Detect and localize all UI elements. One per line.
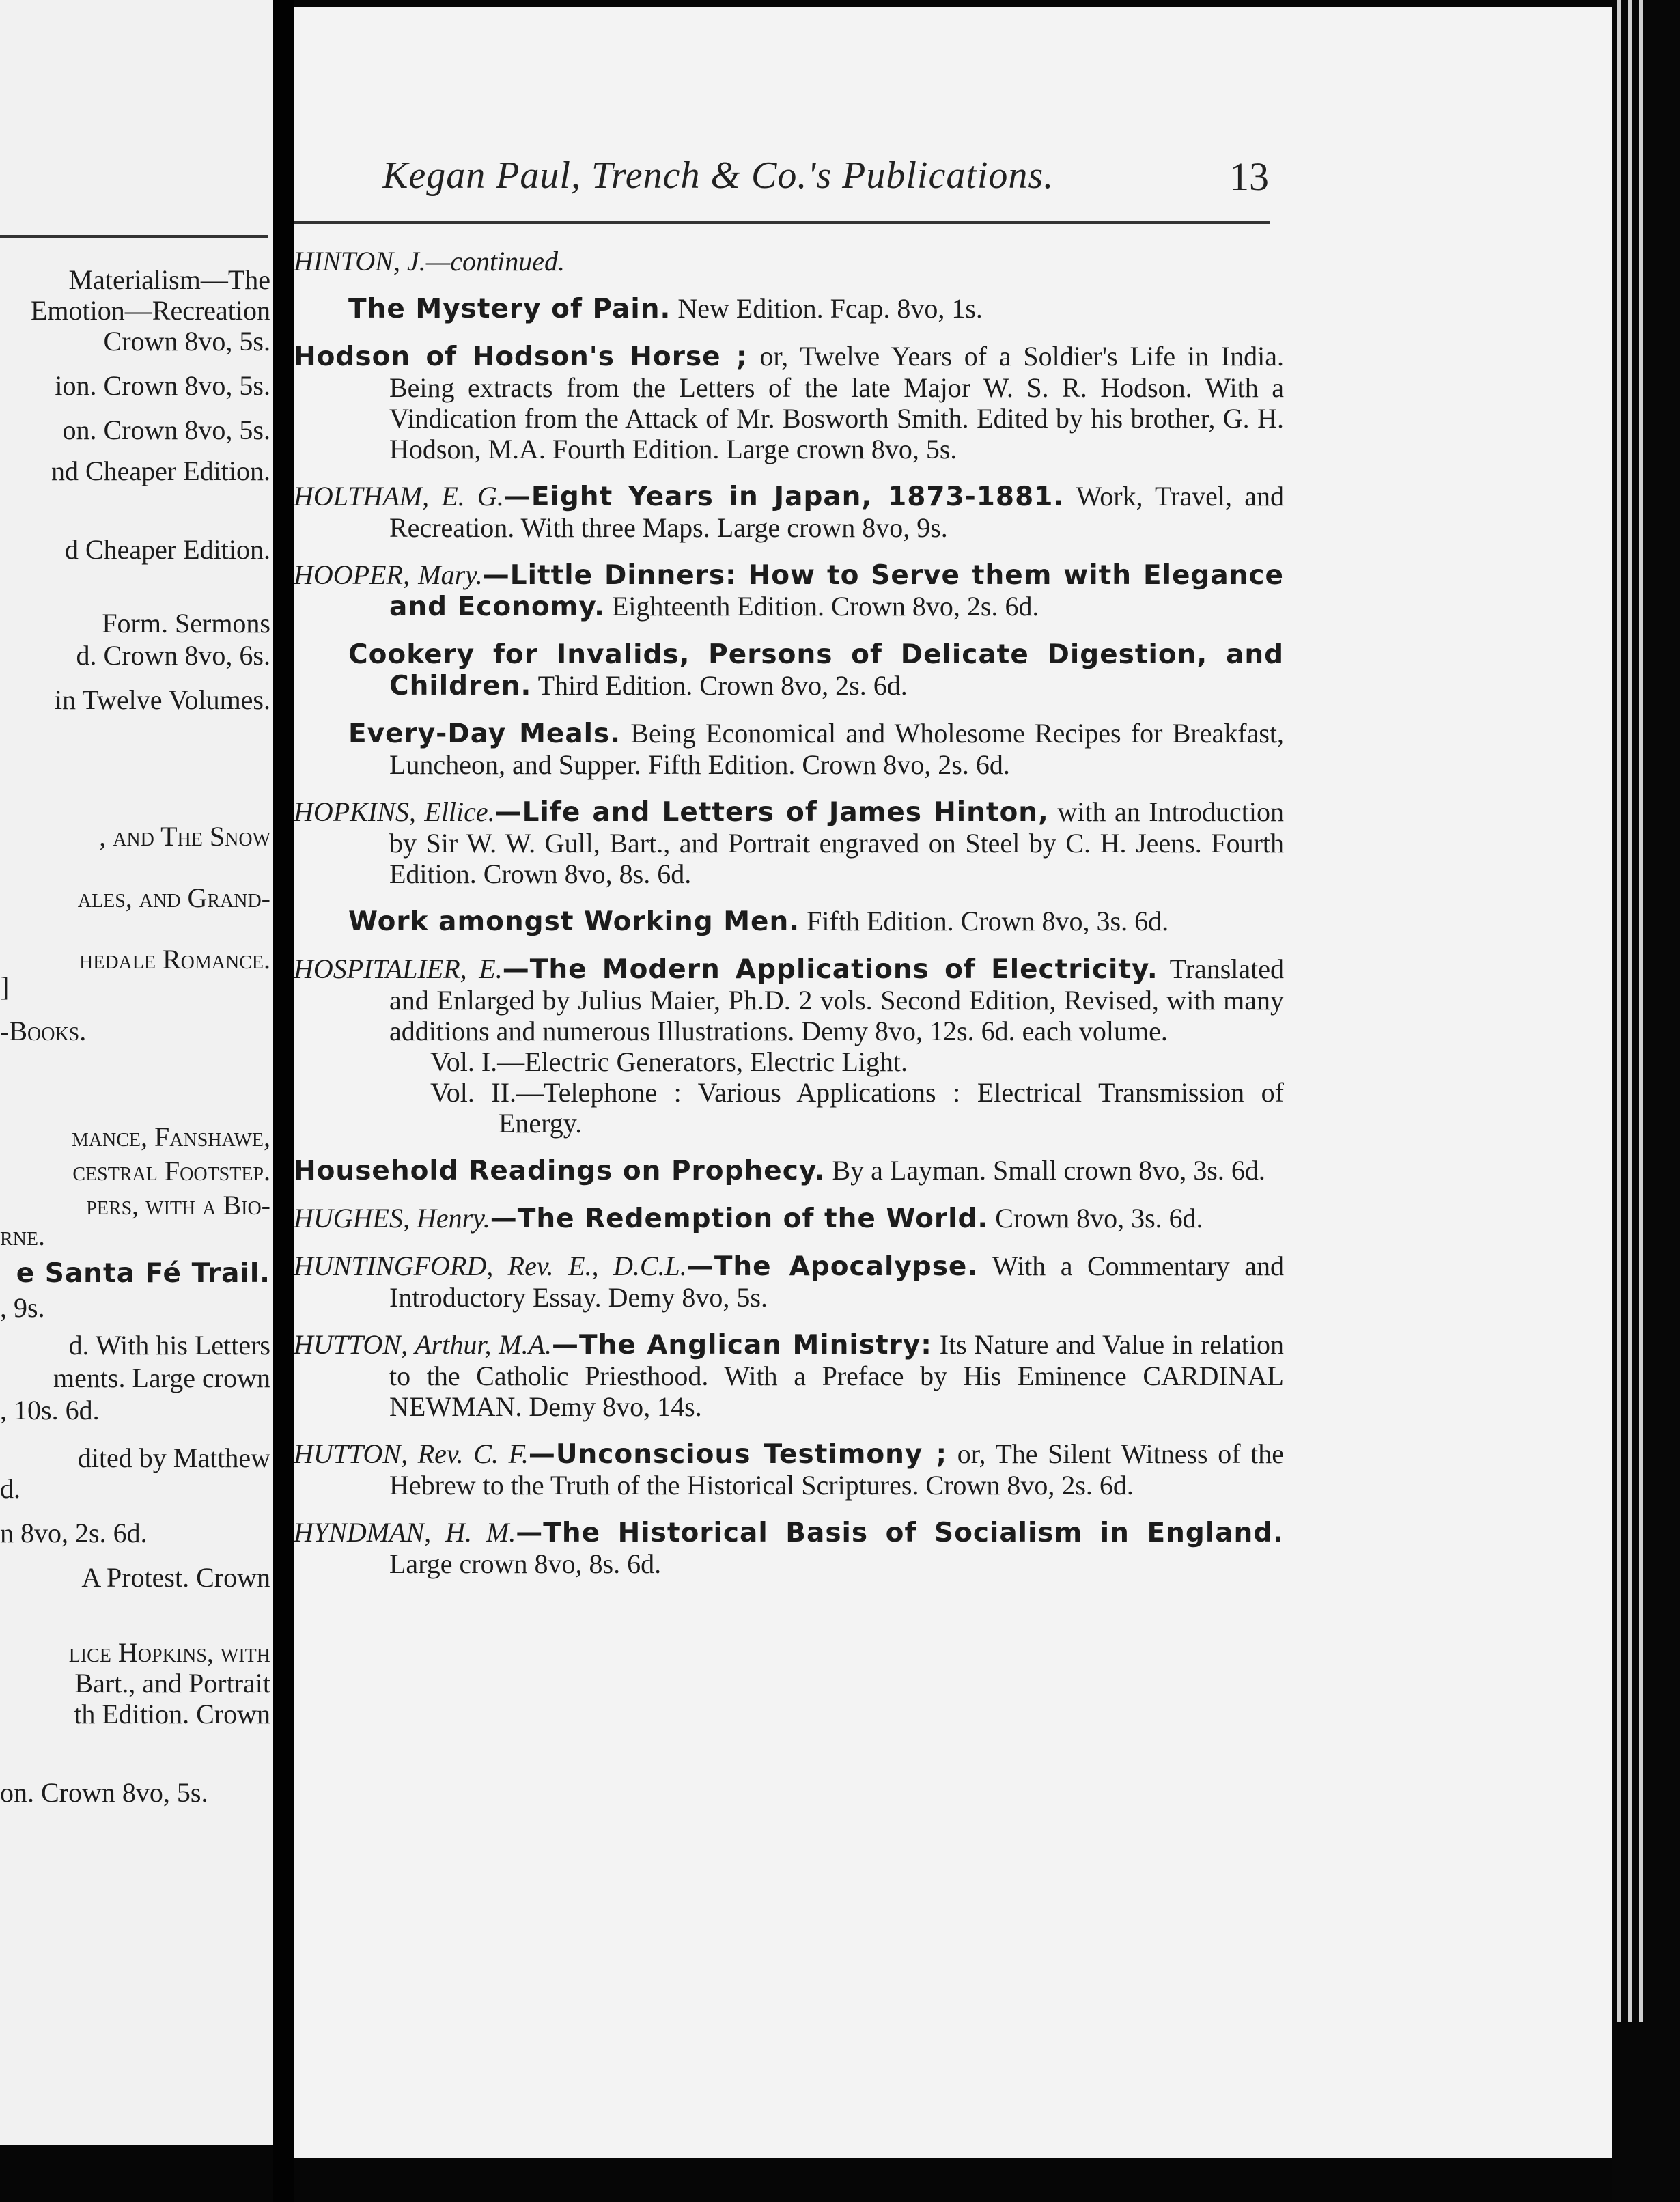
entry-text: Work, Travel, and Recreation. With three Maps. Large crown 8vo, 9s. [389, 481, 1285, 543]
entry-text: New Edition. Fcap. 8vo, 1s. [677, 293, 983, 324]
left-line: rne. [0, 1221, 45, 1251]
entry-text: or, Twelve Years of a Soldier's Life in India. Being extracts from the Letters of the late Major W. S. R. Hodson. With a Vindication from the Attack of Mr. Bosworth Smith. Edited by his brother, G. H. Hodson, M.A. Fourth Edition. Large crown 8vo, 5s. [389, 341, 1284, 464]
volume-line [294, 1046, 1284, 1077]
left-line: Materialism—The [68, 264, 270, 295]
page-edges [1612, 0, 1680, 2202]
page-edge [1639, 0, 1643, 2022]
entry-title: Household Readings on Prophecy. [294, 1156, 826, 1186]
left-line: d. Crown 8vo, 6s. [76, 640, 270, 671]
entry-title: —Unconscious Testimony ; [528, 1439, 948, 1470]
right-page [294, 7, 1612, 2158]
left-line: nd Cheaper Edition. [51, 456, 270, 486]
catalogue-entry [294, 246, 1284, 277]
entry-title: —Little Dinners: How to Serve them with Elegance and Economy. [389, 560, 1284, 622]
entry-title: —Eight Years in Japan, 1873-1881. [503, 482, 1065, 512]
left-line: on. Crown 8vo, 5s. [0, 1777, 208, 1808]
entry-author: HOPKINS, Ellice. [294, 796, 495, 827]
left-line: on. Crown 8vo, 5s. [62, 415, 270, 445]
left-line: Crown 8vo, 5s. [103, 326, 270, 357]
left-line: ales, and Grand- [77, 882, 270, 913]
entry-text: Vol. I.—Electric Generators, Electric Light. [430, 1046, 908, 1077]
entry-author: HOOPER, Mary. [294, 559, 483, 590]
entry-author: HINTON, J. [294, 246, 426, 277]
book-gutter [273, 0, 294, 2202]
catalogue-entry [294, 953, 1284, 1046]
entry-author: HOLTHAM, E. G. [294, 481, 504, 512]
left-page-fragment [0, 0, 273, 2145]
entry-text: Its Nature and Value in relation to the Catholic Priesthood. With a Preface by His Eminence CARDINAL NEWMAN. Demy 8vo, 14s. [389, 1329, 1285, 1422]
left-line: ] [0, 971, 10, 1002]
catalogue-entry [294, 718, 1284, 780]
entry-title: Every-Day Meals. [348, 719, 621, 749]
left-line: lice Hopkins, with [68, 1637, 270, 1668]
volume-line [294, 1077, 1284, 1139]
left-line: d. [0, 1473, 20, 1504]
entry-author: HUGHES, Henry. [294, 1203, 490, 1234]
catalogue-entry [294, 1438, 1284, 1501]
left-line: in Twelve Volumes. [54, 684, 270, 715]
page-number: 13 [1229, 154, 1269, 199]
entry-author: HUTTON, Arthur, M.A. [294, 1329, 552, 1360]
entry-author: HUNTINGFORD, Rev. E., D.C.L. [294, 1251, 687, 1281]
left-line: A Protest. Crown [81, 1562, 270, 1593]
catalogue-entry [294, 1517, 1284, 1579]
entry-text: Third Edition. Crown 8vo, 2s. 6d. [537, 670, 908, 701]
entry-text: Being Economical and Wholesome Recipes for Breakfast, Luncheon, and Supper. Fifth Edition. Crown 8vo, 2s. 6d. [389, 718, 1284, 780]
left-line: th Edition. Crown [74, 1699, 270, 1729]
entry-title: Hodson of Hodson's Horse ; [294, 342, 748, 372]
left-line: Bart., and Portrait [74, 1668, 270, 1699]
entry-text: Translated and Enlarged by Julius Maier, Ph.D. 2 vols. Second Edition, Revised, with many additions and numerous Illustrations. Demy 8vo, 12s. 6d. each volume. [389, 953, 1284, 1046]
page-edge [1617, 0, 1621, 2022]
entry-text: By a Layman. Small crown 8vo, 3s. 6d. [832, 1155, 1265, 1186]
entry-title: Work amongst Working Men. [348, 906, 800, 937]
entry-text: Fifth Edition. Crown 8vo, 3s. 6d. [807, 906, 1169, 936]
entry-author: HYNDMAN, H. M. [294, 1517, 516, 1548]
left-line: , 9s. [0, 1292, 45, 1323]
entry-author: HOSPITALIER, E. [294, 953, 503, 984]
entry-author: HUTTON, Rev. C. F. [294, 1438, 529, 1469]
left-line: , 10s. 6d. [0, 1395, 100, 1425]
header-rule [294, 221, 1270, 224]
left-line: d. With his Letters [68, 1330, 270, 1361]
catalogue-entry [294, 1251, 1284, 1313]
running-header: Kegan Paul, Trench & Co.'s Publications. [382, 154, 1054, 197]
left-line: Form. Sermons [102, 608, 270, 639]
catalogue-entry [294, 639, 1284, 701]
left-header-rule [0, 235, 268, 238]
entry-title: —The Modern Applications of Electricity. [502, 954, 1158, 985]
entry-title: —The Apocalypse. [686, 1251, 979, 1282]
entry-text: —continued. [425, 246, 565, 277]
left-line: d Cheaper Edition. [64, 534, 270, 565]
entry-text: With a Commentary and Introductory Essay. Demy 8vo, 5s. [389, 1251, 1285, 1313]
catalogue-entry [294, 1329, 1284, 1422]
entry-text: or, The Silent Witness of the Hebrew to the Truth of the Historical Scriptures. Crown 8vo, 2s. 6d. [389, 1438, 1284, 1501]
catalogue-entry [294, 481, 1284, 543]
catalogue-entry [294, 293, 1284, 324]
entry-title: —The Redemption of the World. [490, 1203, 989, 1234]
left-line: hedale Romance. [79, 944, 270, 975]
entry-text: with an Introduction by Sir W. W. Gull, Bart., and Portrait engraved on Steel by C. H. Jeens. Fourth Edition. Crown 8vo, 8s. 6d. [389, 796, 1284, 889]
catalogue-entry [294, 341, 1284, 464]
catalogue-entry [294, 559, 1284, 622]
left-line: ments. Large crown [53, 1363, 270, 1393]
entry-text: Eighteenth Edition. Crown 8vo, 2s. 6d. [611, 591, 1039, 622]
entry-title: —Life and Letters of James Hinton, [494, 797, 1049, 828]
left-line: n 8vo, 2s. 6d. [0, 1518, 148, 1548]
left-line: , and The Snow [99, 821, 270, 852]
left-line: e Santa Fé Trail. [16, 1258, 270, 1289]
catalogue-entries [294, 246, 1284, 1595]
left-line: cestral Footstep. [72, 1156, 270, 1186]
entry-title: Cookery for Invalids, Persons of Delicate Digestion, and Children. [348, 639, 1284, 701]
entry-title: —The Historical Basis of Socialism in England. [516, 1518, 1285, 1548]
entry-text: Vol. II.—Telephone : Various Applications : Electrical Transmission of Energy. [430, 1077, 1284, 1139]
catalogue-entry [294, 796, 1284, 889]
left-line: -Books. [0, 1016, 87, 1046]
catalogue-entry [294, 906, 1284, 937]
catalogue-entry [294, 1155, 1284, 1186]
entry-text: Crown 8vo, 3s. 6d. [995, 1203, 1203, 1234]
catalogue-entry [294, 1203, 1284, 1234]
left-line: Emotion—Recreation [30, 295, 270, 326]
entry-title: The Mystery of Pain. [348, 294, 671, 324]
entry-text: Large crown 8vo, 8s. 6d. [389, 1548, 662, 1579]
left-line: mance, Fanshawe, [71, 1121, 270, 1152]
left-line: pers, with a Bio- [86, 1190, 270, 1221]
page-edge [1628, 0, 1632, 2022]
left-line: dited by Matthew [77, 1443, 270, 1473]
entry-title: —The Anglican Ministry: [552, 1330, 932, 1361]
left-line: ion. Crown 8vo, 5s. [55, 370, 270, 401]
